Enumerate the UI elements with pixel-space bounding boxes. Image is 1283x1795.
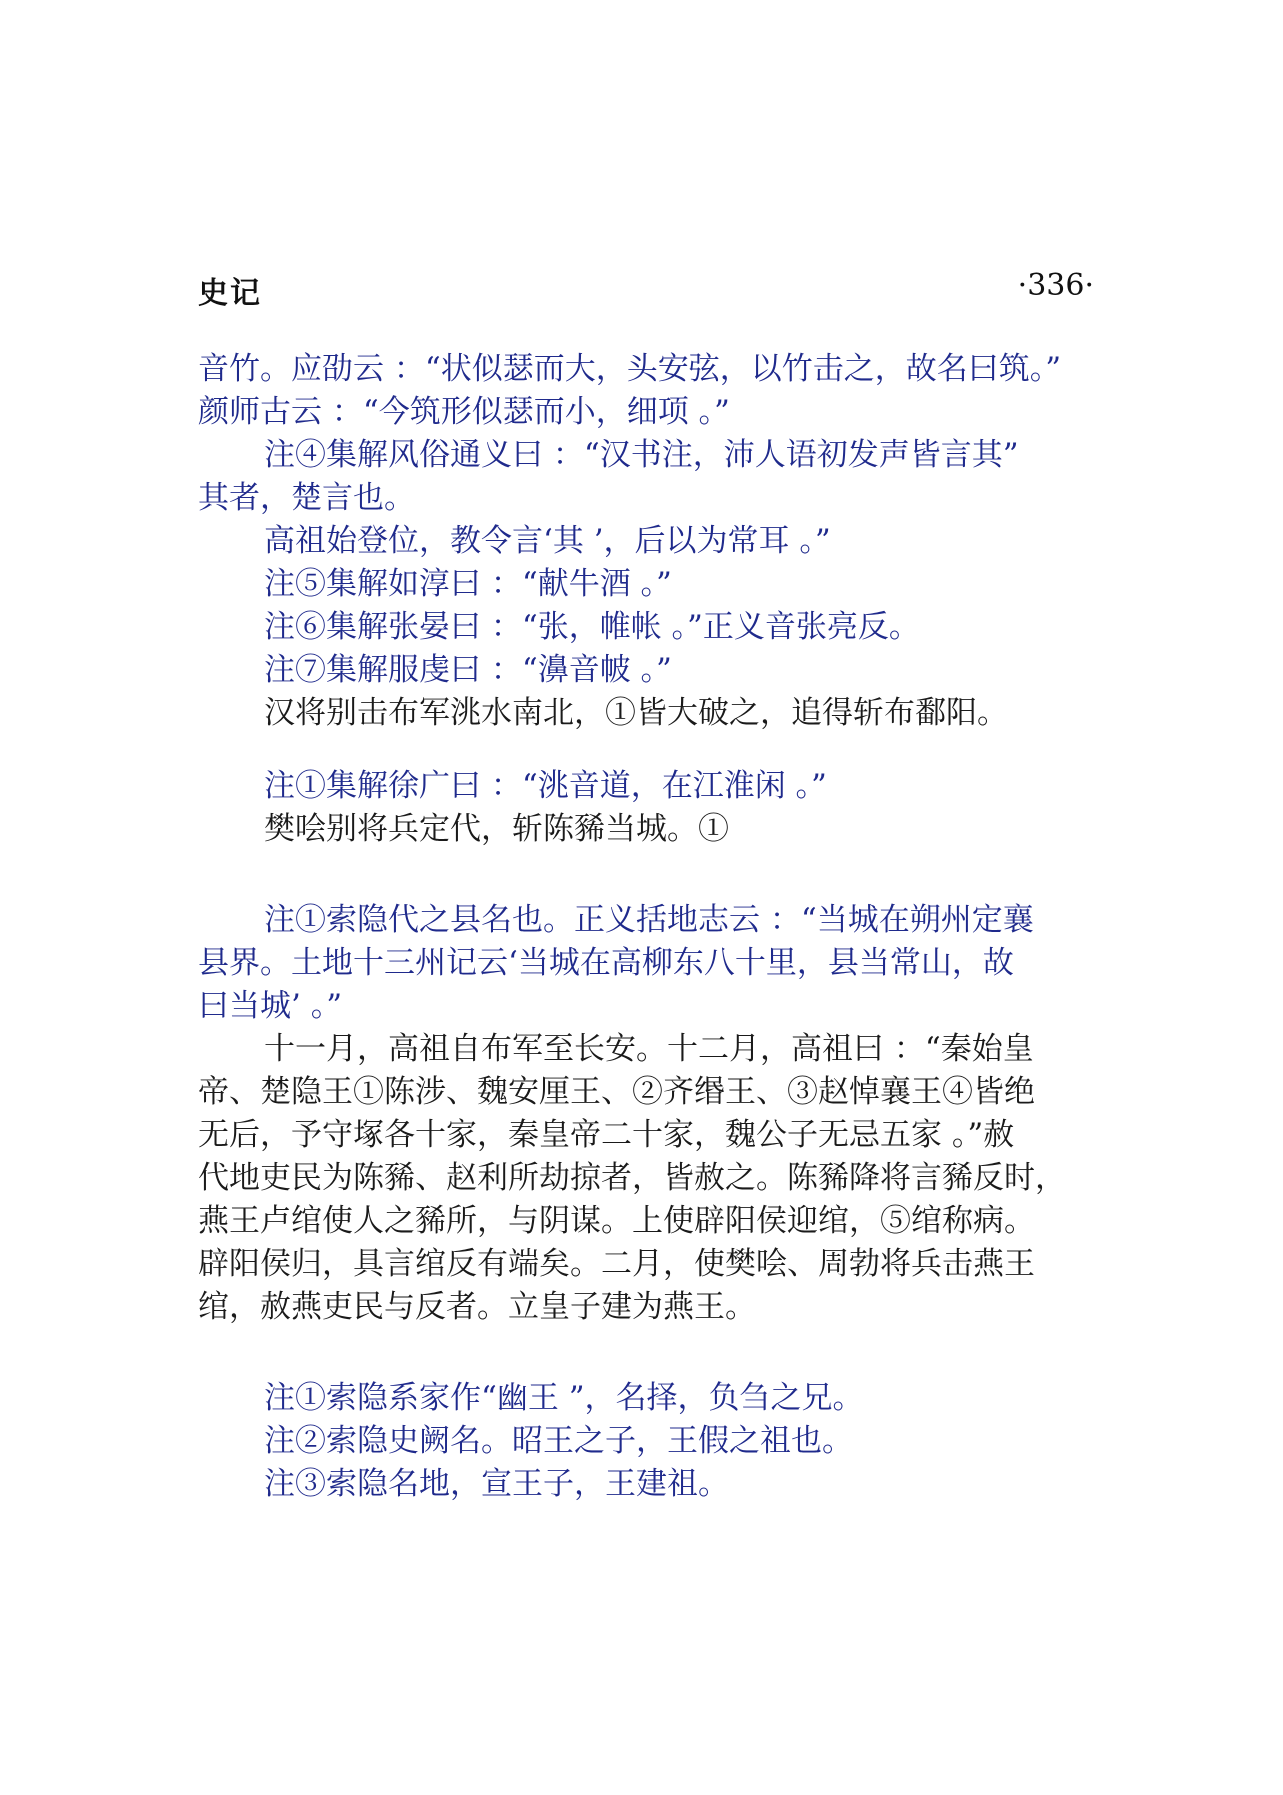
note-line: 注⑥集解张晏曰 ：“张，帷帐 。”正义音张亮反。	[264, 609, 920, 645]
main-text-line: 辟阳侯归，具言绾反有端矣。二月，使樊哙、周勃将兵击燕王	[198, 1246, 1035, 1282]
main-text-line: 无后，予守塚各十家，秦皇帝二十家，魏公子无忌五家 。”赦	[198, 1117, 1015, 1153]
main-text-line: 绾，赦燕吏民与反者。立皇子建为燕王。	[198, 1289, 756, 1325]
note-line: 注①索隐代之县名也。正义括地志云 ：“当城在朔州定襄	[264, 902, 1034, 938]
main-text-line: 十一月，高祖自布军至长安。十二月，高祖曰 ：“秦始皇	[264, 1031, 1034, 1067]
book-title: 史记	[198, 276, 262, 311]
note-line: 注②索隐史阙名。昭王之子，王假之祖也。	[264, 1423, 853, 1459]
paragraph-gap	[198, 851, 1098, 899]
note-line: 颜师古云 ：“今筑形似瑟而小，细项 。”	[198, 394, 730, 430]
main-text-line: 汉将别击布军洮水南北，①皆大破之，追得斩布鄱阳。	[264, 695, 1008, 731]
main-text-line: 帝、楚隐王①陈涉、魏安厘王、②齐缗王、③赵悼襄王④皆绝	[198, 1074, 1035, 1110]
note-line: 注⑤集解如淳曰 ：“献牛酒 。”	[264, 566, 672, 602]
note-line: 县界。土地十三州记云‘当城在高柳东八十里，县当常山，故	[198, 945, 1014, 981]
paragraph-gap	[198, 735, 1098, 765]
note-line: 注①索隐系家作“幽王 ”，名择，负刍之兄。	[264, 1380, 864, 1416]
main-text-line: 樊哙别将兵定代，斩陈豨当城。①	[264, 811, 729, 847]
note-line: 曰当城’ 。”	[198, 988, 343, 1024]
body-text	[198, 348, 1098, 1506]
page-number: ·336·	[1017, 268, 1094, 303]
note-line: 音竹。应劭云 ：“状似瑟而大，头安弦，以竹击之，故名曰筑。”	[198, 351, 1062, 387]
note-line: 注①集解徐广曰 ：“洮音道，在江淮闲 。”	[264, 768, 827, 804]
note-line: 注③索隐名地，宣王子，王建祖。	[264, 1466, 729, 1502]
main-text-line: 代地吏民为陈豨、赵利所劫掠者，皆赦之。陈豨降将言豨反时，	[198, 1160, 1066, 1196]
main-text-line: 燕王卢绾使人之豨所，与阴谋。上使辟阳侯迎绾，⑤绾称病。	[198, 1203, 1035, 1239]
note-line: 注④集解风俗通义曰 ：“汉书注，沛人语初发声皆言其”	[264, 437, 1019, 473]
running-header	[198, 268, 1094, 312]
note-line: 注⑦集解服虔曰 ：“濞音帔 。”	[264, 652, 672, 688]
note-line: 其者，楚言也。	[198, 480, 415, 516]
note-line: 高祖始登位，教令言‘其 ’，后以为常耳 。”	[264, 523, 831, 559]
paragraph-gap	[198, 1329, 1098, 1377]
